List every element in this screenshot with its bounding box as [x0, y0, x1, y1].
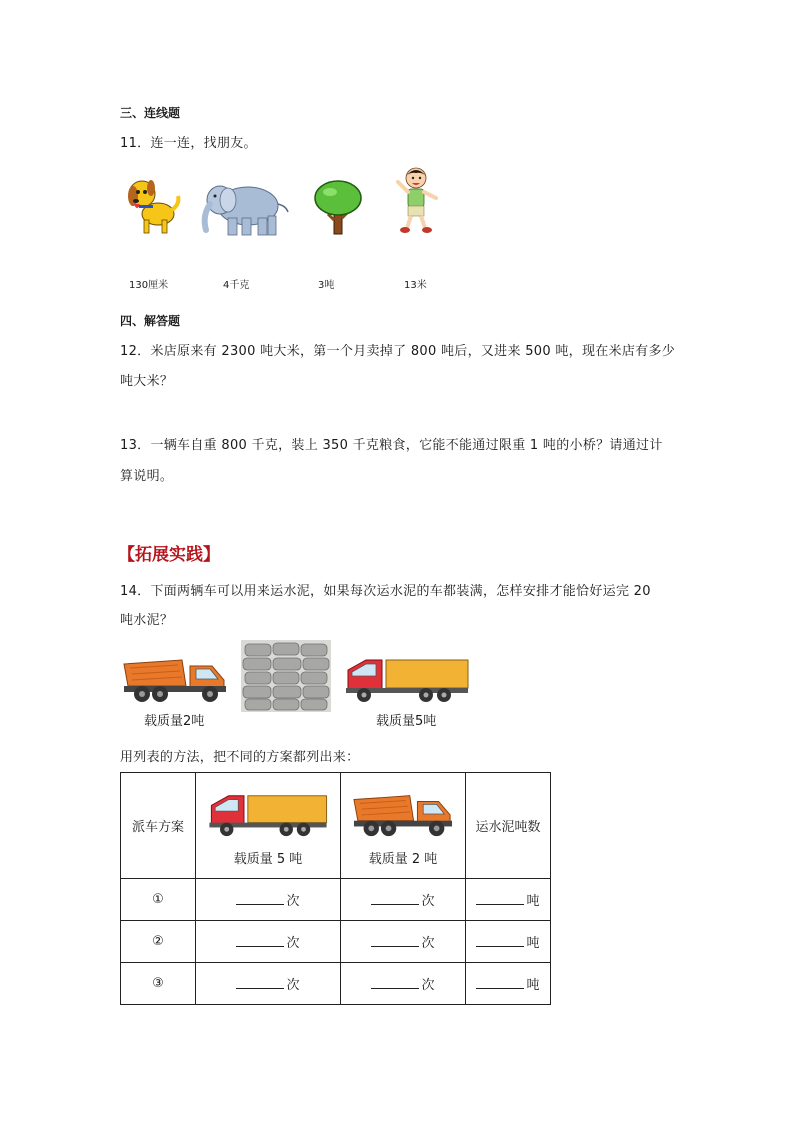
- header-small-label: 载质量 2 吨: [368, 852, 438, 867]
- label-3t: 3吨: [318, 280, 335, 291]
- section-title-matching: 三、连线题: [120, 106, 181, 120]
- header-big-truck: [196, 773, 341, 879]
- extension-title: 【拓展实践】: [118, 545, 220, 565]
- tree-icon: [312, 178, 364, 236]
- header-plan: 派车方案: [121, 773, 196, 879]
- dog-icon: [124, 174, 182, 236]
- row-id: ②: [121, 921, 196, 963]
- label-13m: 13米: [404, 280, 427, 291]
- question-13-line2: 算说明。: [120, 469, 174, 484]
- table-header-row: [121, 773, 551, 879]
- row-id: ③: [121, 963, 196, 1005]
- cell-big-count[interactable]: 次: [196, 879, 341, 921]
- question-12-line1: 12．米店原来有 2300 吨大米，第一个月卖掉了 800 吨后，又进来 500 吨，现在米店有多少: [120, 344, 676, 359]
- table-row: [121, 879, 551, 921]
- cell-big-count[interactable]: 次: [196, 921, 341, 963]
- label-4kg: 4千克: [223, 280, 250, 291]
- elephant-icon: [198, 178, 290, 238]
- dump-truck-icon: [120, 652, 230, 704]
- question-14-line1: 14．下面两辆车可以用来运水泥，如果每次运水泥的车都装满，怎样安排才能恰好运完 20: [120, 584, 651, 599]
- plan-table: [120, 772, 551, 1005]
- caption-truck-2t: 载质量2吨: [144, 714, 205, 729]
- label-130cm: 130厘米: [129, 280, 169, 291]
- header-big-label: 载质量 5 吨: [233, 852, 303, 867]
- question-12-line2: 吨大米？: [120, 374, 174, 389]
- boy-icon: [394, 164, 442, 236]
- cell-total[interactable]: 吨: [466, 921, 551, 963]
- question-14-line2: 吨水泥？: [120, 613, 174, 628]
- cell-total[interactable]: 吨: [466, 963, 551, 1005]
- cargo-truck-icon: [344, 654, 470, 704]
- section-title-answer: 四、解答题: [120, 314, 181, 328]
- header-total: 运水泥吨数: [466, 773, 551, 879]
- cell-big-count[interactable]: 次: [196, 963, 341, 1005]
- cell-total[interactable]: 吨: [466, 879, 551, 921]
- question-13-line1: 13．一辆车自重 800 千克，装上 350 千克粮食，它能不能通过限重 1 吨的小桥？请通过计: [120, 438, 663, 453]
- row-id: ①: [121, 879, 196, 921]
- cell-small-count[interactable]: 次: [341, 879, 466, 921]
- dump-truck-icon: [349, 788, 457, 838]
- cement-bags-icon: [241, 640, 331, 712]
- table-row: [121, 963, 551, 1005]
- cell-small-count[interactable]: 次: [341, 921, 466, 963]
- cargo-truck-icon: [206, 790, 330, 838]
- header-small-truck: [341, 773, 466, 879]
- table-row: [121, 921, 551, 963]
- table-instruction: 用列表的方法，把不同的方案都列出来：: [120, 750, 360, 765]
- caption-truck-5t: 载质量5吨: [376, 714, 437, 729]
- question-11: 11．连一连，找朋友。: [120, 136, 257, 151]
- cell-small-count[interactable]: 次: [341, 963, 466, 1005]
